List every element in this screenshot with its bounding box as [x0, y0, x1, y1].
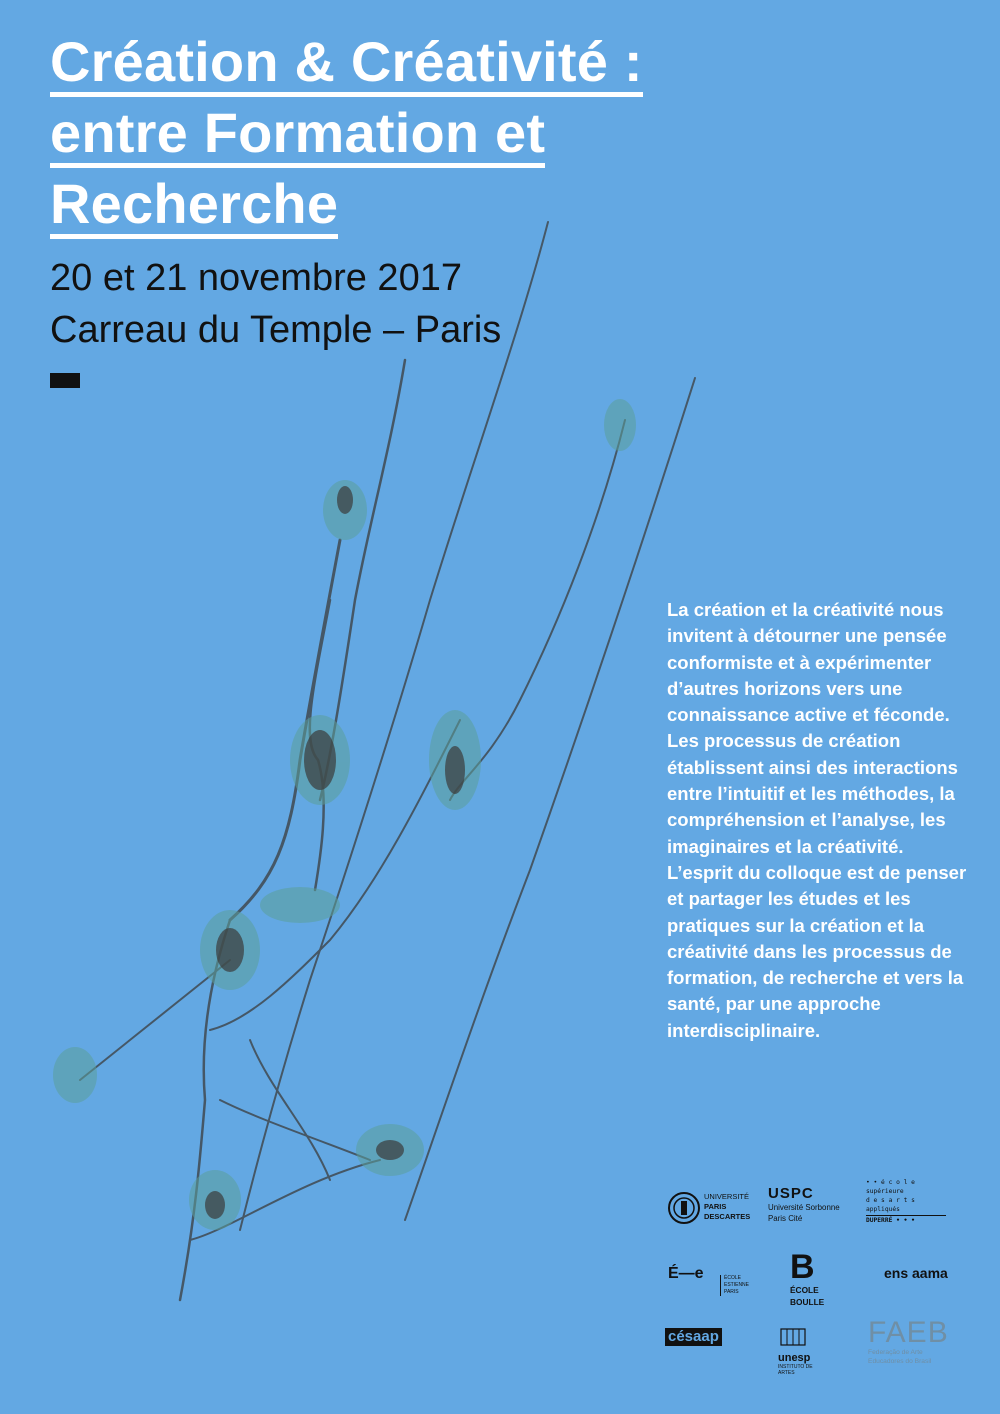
logo-estienne — [668, 1265, 748, 1301]
seal-icon — [668, 1192, 700, 1224]
estienne-line3: PARIS — [724, 1289, 739, 1295]
faeb-mark: FAEB — [868, 1316, 949, 1349]
ensaama-mark: ens aama — [884, 1265, 948, 1281]
logo-boulle — [790, 1250, 840, 1314]
logo-paris-descartes — [668, 1190, 763, 1226]
duperre-line4: appliqués — [866, 1206, 900, 1213]
logo-faeb — [868, 1318, 958, 1374]
duperre-line1: • • é c o l e — [866, 1179, 915, 1186]
cesaap-mark: césaap — [665, 1328, 722, 1346]
title-line-1: Création & Créativité : — [50, 32, 643, 97]
title-line-3: Recherche — [50, 174, 338, 239]
unesp-mark: unesp — [778, 1352, 811, 1364]
poster-title — [50, 30, 643, 243]
paris-descartes-line1: UNIVERSITÉ — [704, 1192, 750, 1201]
black-bar-mark — [50, 373, 80, 388]
uspc-line2: Paris Cité — [768, 1214, 803, 1223]
unesp-sub: INSTITUTO DE ARTES — [778, 1364, 813, 1376]
estienne-line2: ESTIENNE — [724, 1282, 750, 1288]
uspc-mark: USPC — [768, 1185, 814, 1202]
uspc-line1: Université Sorbonne — [768, 1203, 840, 1212]
boulle-mark: B — [790, 1248, 815, 1286]
faeb-line1: Federação de Arte — [868, 1349, 923, 1356]
event-info — [50, 252, 501, 356]
duperre-line2: supérieure — [866, 1188, 904, 1195]
logo-duperre — [866, 1178, 946, 1234]
estienne-line1: ÉCOLE — [724, 1275, 741, 1281]
building-icon — [778, 1325, 808, 1347]
event-venue: Carreau du Temple – Paris — [50, 309, 502, 351]
paris-descartes-line3: DESCARTES — [704, 1212, 751, 1221]
estienne-mark: É—e — [668, 1265, 704, 1282]
duperre-name: DUPERRÉ • • • — [866, 1215, 946, 1225]
logo-cesaap — [665, 1328, 747, 1368]
event-dates: 20 et 21 novembre 2017 — [50, 257, 462, 299]
logo-unesp — [778, 1325, 828, 1376]
logo-ensaama — [884, 1265, 964, 1295]
description-text: La création et la créativité nous invitent à détourner une pensée conformiste et à expérimenter d’autres horizons vers une connaissance active et féconde. Les processus de création établissent ainsi des interactions entre l’intuitif et les méthodes, la compréhension et l’analyse, les imaginaires et la créativité. L’esprit du colloque est de penser et partager les études et les pratiques sur la création et la créativité dans les processus de formation, de recherche et vers la santé, par une approche interdisciplinaire. — [667, 599, 967, 1041]
faeb-line2: Educadores do Brasil — [868, 1358, 932, 1365]
boulle-line2: BOULLE — [790, 1297, 825, 1307]
paris-descartes-line2: PARIS — [704, 1202, 727, 1211]
duperre-line3: d e s a r t s — [866, 1197, 915, 1204]
title-line-2: entre Formation et — [50, 103, 545, 168]
logo-uspc — [768, 1185, 868, 1233]
boulle-line1: ÉCOLE — [790, 1285, 819, 1295]
